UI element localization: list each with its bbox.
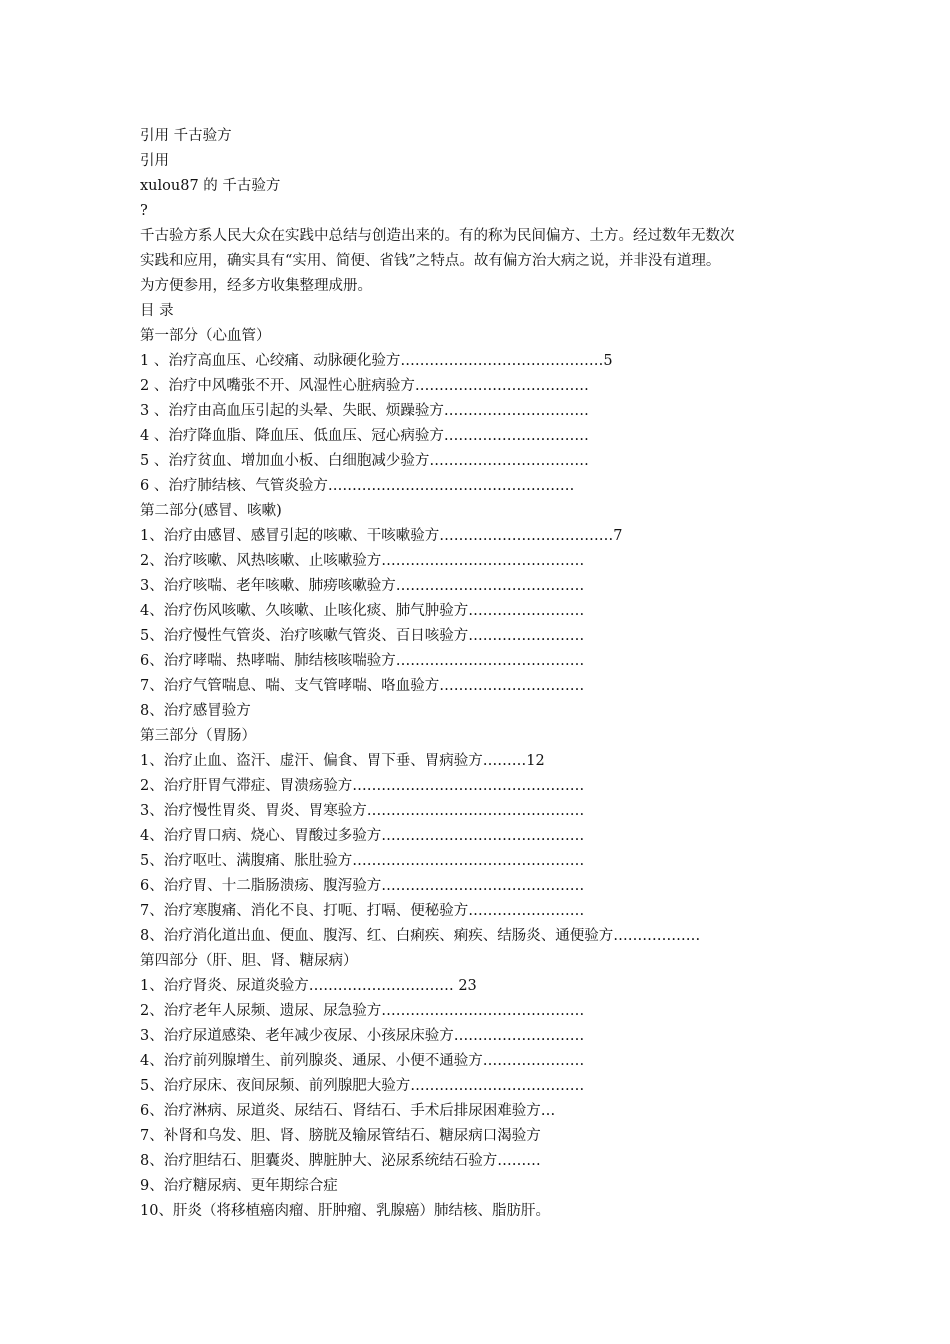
toc-title: 目 录 [140, 303, 174, 319]
toc-item: 6、治疗哮喘、热哮喘、肺结核咳喘验方………………………………… [140, 653, 585, 669]
toc-item: 4 、治疗降血脂、降血压、低血压、冠心病验方………………………… [140, 428, 589, 444]
toc-item: 6、治疗淋病、尿道炎、尿结石、肾结石、手术后排尿困难验方… [140, 1103, 556, 1119]
section-heading: 第四部分（肝、胆、肾、糖尿病） [140, 953, 358, 969]
toc-item: 8、治疗感冒验方 [140, 703, 251, 719]
toc-item: 1、治疗肾炎、尿道炎验方………………………… 23 [140, 978, 477, 994]
toc-item: 4、治疗伤风咳嗽、久咳嗽、止咳化痰、肺气肿验方…………………… [140, 603, 585, 619]
toc-item: 10、肝炎（将移植癌肉瘤、肝肿瘤、乳腺癌）肺结核、脂肪肝。 [140, 1203, 550, 1219]
toc-item: 7、治疗寒腹痛、消化不良、打呃、打嗝、便秘验方…………………… [140, 903, 585, 919]
toc-item: 5、治疗尿床、夜间尿频、前列腺肥大验方……………………………… [140, 1078, 585, 1094]
section-heading: 第一部分（心血管） [140, 328, 271, 344]
toc-item: 4、治疗胃口病、烧心、胃酸过多验方…………………………………… [140, 828, 585, 844]
intro-line-1: 千古验方系人民大众在实践中总结与创造出来的。有的称为民间偏方、土方。经过数年无数次 [140, 228, 735, 244]
intro-paragraph [140, 224, 830, 299]
toc-item: 1、治疗止血、盗汗、虚汗、偏食、胃下垂、胃病验方………12 [140, 753, 545, 769]
toc-item: 3、治疗尿道感染、老年减少夜尿、小孩尿床验方……………………… [140, 1028, 585, 1044]
toc-item: 3、治疗慢性胃炎、胃炎、胃寒验方……………………………………… [140, 803, 585, 819]
section-heading: 第三部分（胃肠） [140, 728, 256, 744]
toc-item: 3 、治疗由高血压引起的头晕、失眠、烦躁验方………………………… [140, 403, 589, 419]
toc-item: 7、治疗气管喘息、喘、支气管哮喘、咯血验方………………………… [140, 678, 585, 694]
toc-item: 2、治疗咳嗽、风热咳嗽、止咳嗽验方…………………………………… [140, 553, 585, 569]
toc-item: 8、治疗消化道出血、便血、腹泻、红、白痢疾、痢疾、结肠炎、通便验方……………… [140, 928, 701, 944]
toc-item: 4、治疗前列腺增生、前列腺炎、通尿、小便不通验方………………… [140, 1053, 585, 1069]
section-heading: 第二部分(感冒、咳嗽) [140, 503, 282, 519]
quote-label: 引用 [140, 153, 169, 169]
toc-section-4 [140, 949, 840, 1224]
toc-item: 8、治疗胆结石、胆囊炎、脾脏肿大、泌尿系统结石验方……… [140, 1153, 541, 1169]
toc-item: 2、治疗肝胃气滞症、胃溃疡验方………………………………………… [140, 778, 585, 794]
document-page [140, 124, 840, 1224]
toc-item: 5、治疗呕吐、满腹痛、胀肚验方………………………………………… [140, 853, 585, 869]
toc-item: 1、治疗由感冒、感冒引起的咳嗽、干咳嗽验方………………………………7 [140, 528, 623, 544]
toc-item: 5 、治疗贫血、增加血小板、白细胞减少验方…………………………… [140, 453, 589, 469]
intro-line-2: 实践和应用，确实具有“实用、简便、省钱”之特点。故有偏方治大病之说，并非没有道理。 [140, 253, 721, 269]
toc-section-2 [140, 499, 840, 724]
toc-section-3 [140, 724, 840, 949]
toc-item: 7、补肾和乌发、胆、肾、膀胱及输尿管结石、糖尿病口渴验方 [140, 1128, 541, 1144]
toc-section-1 [140, 324, 840, 499]
toc-item: 2、治疗老年人尿频、遗尿、尿急验方…………………………………… [140, 1003, 585, 1019]
toc-item: 3、治疗咳喘、老年咳嗽、肺痨咳嗽验方………………………………… [140, 578, 585, 594]
author-line: xulou87 的 千古验方 [140, 178, 281, 194]
intro-line-3: 为方便参用，经多方收集整理成册。 [140, 278, 372, 294]
toc-item: 2 、治疗中风嘴张不开、风湿性心脏病验方……………………………… [140, 378, 589, 394]
toc-item: 9、治疗糖尿病、更年期综合症 [140, 1178, 338, 1194]
doc-title: 引用 千古验方 [140, 128, 232, 144]
toc-item: 6、治疗胃、十二脂肠溃疡、腹泻验方…………………………………… [140, 878, 585, 894]
toc-item: 1 、治疗高血压、心绞痛、动脉硬化验方……………………………………5 [140, 353, 613, 369]
question-mark: ? [140, 203, 148, 219]
toc-item: 5、治疗慢性气管炎、治疗咳嗽气管炎、百日咳验方…………………… [140, 628, 585, 644]
toc-item: 6 、治疗肺结核、气管炎验方…………………………………………… [140, 478, 575, 494]
